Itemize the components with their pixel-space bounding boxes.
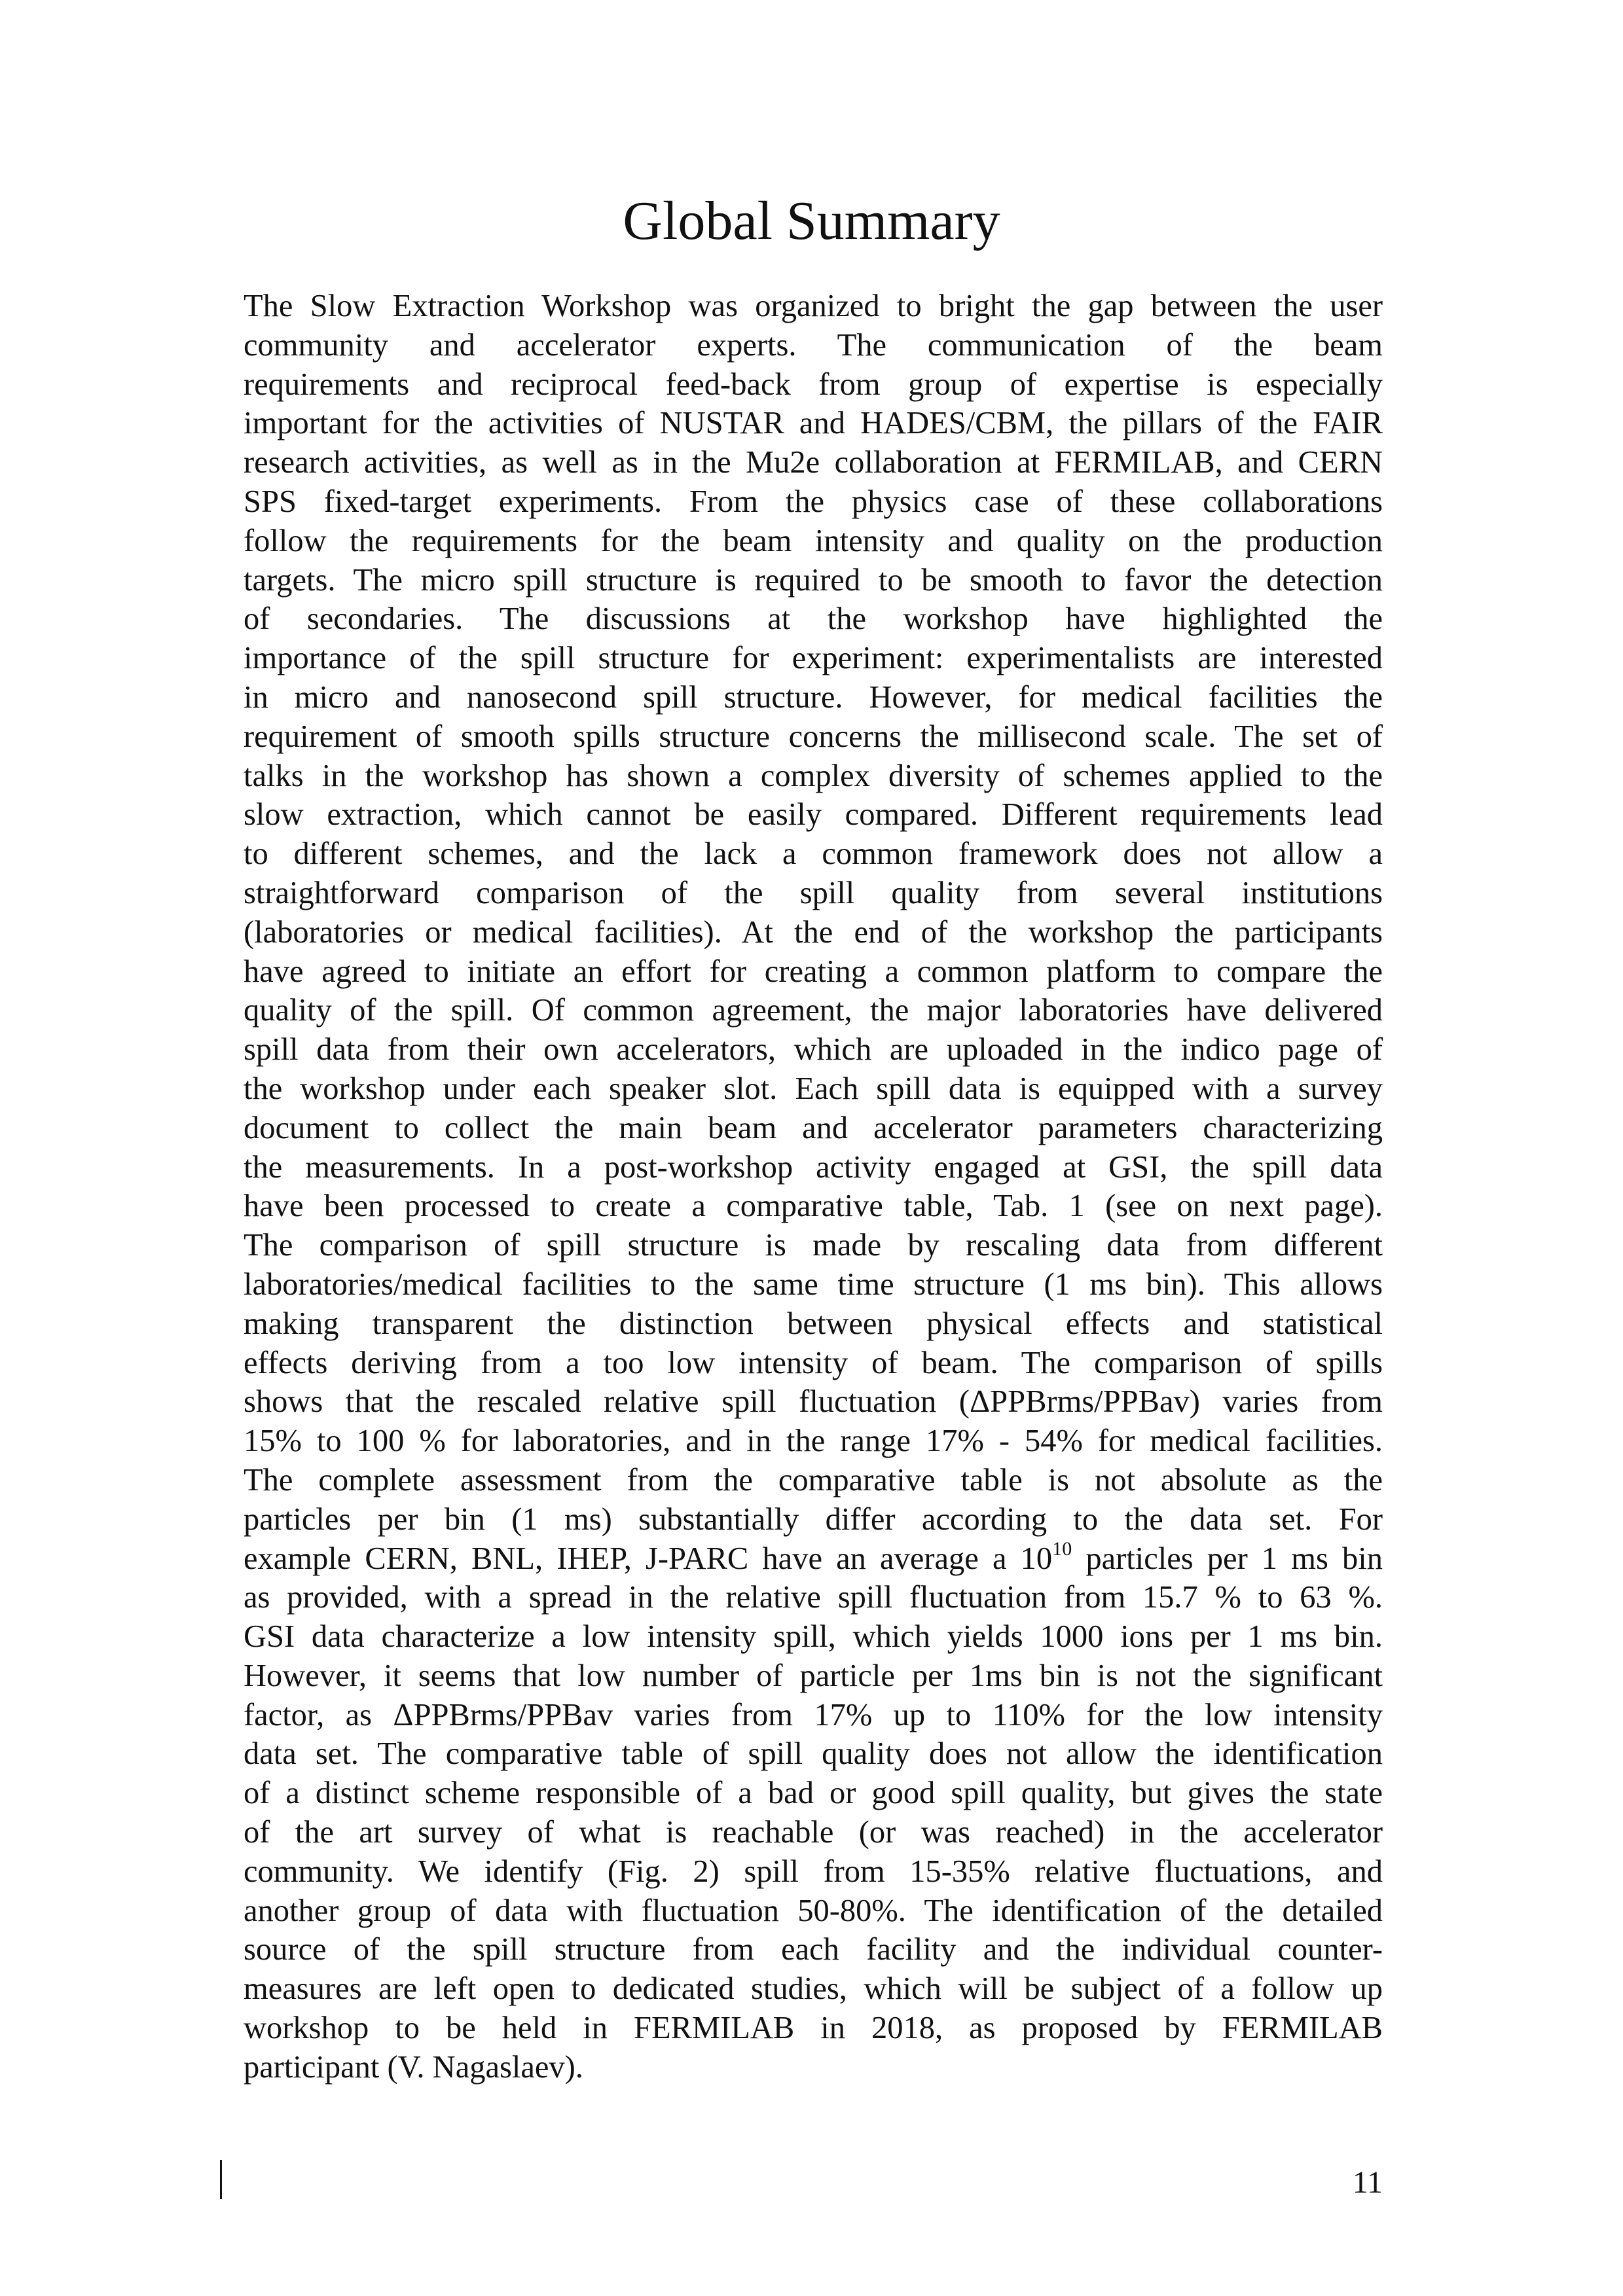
- exponent-superscript: 10: [1052, 1537, 1072, 1560]
- text-line: the measurements. In a post-workshop activity engaged at GSI, the spill data: [244, 1149, 1383, 1185]
- text-line: important for the activities of NUSTAR and HADES/CBM, the pillars of the FAIR: [244, 406, 1383, 441]
- text-line: particles per bin (1 ms) substantially differ according to the data set. For: [244, 1501, 1383, 1537]
- text-line: importance of the spill structure for experiment: experimentalists are interested: [244, 641, 1383, 676]
- text-line: slow extraction, which cannot be easily compared. Different requirements lead: [244, 797, 1383, 833]
- text-segment: particles per 1 ms bin: [1072, 1541, 1383, 1576]
- text-line: to different schemes, and the lack a common framework does not allow a: [244, 836, 1383, 872]
- text-line: laboratories/medical facilities to the same time structure (1 ms bin). This allows: [244, 1266, 1383, 1302]
- text-line: (laboratories or medical facilities). At the end of the workshop the participants: [244, 914, 1383, 950]
- text-line: effects deriving from a too low intensity of beam. The comparison of spills: [244, 1345, 1383, 1380]
- text-line: [244, 1539, 1383, 1579]
- text-line: document to collect the main beam and accelerator parameters characterizing: [244, 1110, 1383, 1145]
- text-line: The Slow Extraction Workshop was organized to bright the gap between the user: [244, 289, 1383, 323]
- page-number: 11: [1352, 2165, 1383, 2200]
- text-line: targets. The micro spill structure is required to be smooth to favor the detection: [244, 562, 1383, 598]
- text-line: another group of data with fluctuation 50-80%. The identification of the detailed: [244, 1893, 1383, 1928]
- text-line: spill data from their own accelerators, which are uploaded in the indico page of: [244, 1032, 1383, 1067]
- text-line: community. We identify (Fig. 2) spill from 15-35% relative fluctuations, and: [244, 1854, 1383, 1889]
- summary-paragraph: [244, 287, 1383, 2087]
- text-line: requirements and reciprocal feed-back from group of expertise is especially: [244, 367, 1383, 402]
- text-line: quality of the spill. Of common agreement, the major laboratories have delivered: [244, 993, 1383, 1028]
- text-line: talks in the workshop has shown a complex diversity of schemes applied to the: [244, 758, 1383, 793]
- text-line: of secondaries. The discussions at the workshop have highlighted the: [244, 601, 1383, 637]
- text-line: research activities, as well as in the Mu2e collaboration at FERMILAB, and CERN: [244, 445, 1383, 480]
- text-line: follow the requirements for the beam intensity and quality on the production: [244, 523, 1383, 558]
- text-line: 15% to 100 % for laboratories, and in the range 17% - 54% for medical facilities.: [244, 1424, 1383, 1459]
- text-line: requirement of smooth spills structure concerns the millisecond scale. The set of: [244, 719, 1383, 754]
- text-line: making transparent the distinction between physical effects and statistical: [244, 1306, 1383, 1341]
- text-line: of the art survey of what is reachable (or was reached) in the accelerator: [244, 1815, 1383, 1850]
- text-line: measures are left open to dedicated studies, which will be subject of a follow up: [244, 1971, 1383, 2007]
- text-line: community and accelerator experts. The communication of the beam: [244, 327, 1383, 363]
- text-line: the workshop under each speaker slot. Each spill data is equipped with a survey: [244, 1071, 1383, 1106]
- text-line: workshop to be held in FERMILAB in 2018, as proposed by FERMILAB: [244, 2011, 1383, 2046]
- text-segment: example CERN, BNL, IHEP, J-PARC have an average a 10: [244, 1541, 1053, 1576]
- text-line: factor, as ΔPPBrms/PPBav varies from 17% up to 110% for the low intensity: [244, 1697, 1383, 1732]
- text-line: in micro and nanosecond spill structure. However, for medical facilities the: [244, 679, 1383, 715]
- text-line: source of the spill structure from each facility and the individual counter-: [244, 1932, 1383, 1967]
- text-line: GSI data characterize a low intensity spill, which yields 1000 ions per 1 ms bin.: [244, 1619, 1383, 1655]
- text-line: of a distinct scheme responsible of a bad or good spill quality, but gives the state: [244, 1776, 1383, 1811]
- text-line: participant (V. Nagaslaev).: [244, 2049, 583, 2085]
- text-line: data set. The comparative table of spill quality does not allow the identification: [244, 1736, 1383, 1772]
- margin-change-bar: [220, 2160, 222, 2199]
- text-line: as provided, with a spread in the relative spill fluctuation from 15.7 % to 63 %.: [244, 1580, 1383, 1615]
- text-line: SPS fixed-target experiments. From the physics case of these collaborations: [244, 484, 1383, 519]
- page-title: Global Summary: [623, 190, 1000, 251]
- text-line: However, it seems that low number of particle per 1ms bin is not the significant: [244, 1658, 1383, 1693]
- text-line: straightforward comparison of the spill quality from several institutions: [244, 875, 1383, 910]
- text-line: have agreed to initiate an effort for creating a common platform to compare the: [244, 954, 1383, 989]
- text-line: have been processed to create a comparative table, Tab. 1 (see on next page).: [244, 1189, 1383, 1224]
- text-line: The comparison of spill structure is made by rescaling data from different: [244, 1228, 1383, 1263]
- text-line: shows that the rescaled relative spill fluctuation (ΔPPBrms/PPBav) varies from: [244, 1384, 1383, 1420]
- text-line: The complete assessment from the comparative table is not absolute as the: [244, 1462, 1383, 1498]
